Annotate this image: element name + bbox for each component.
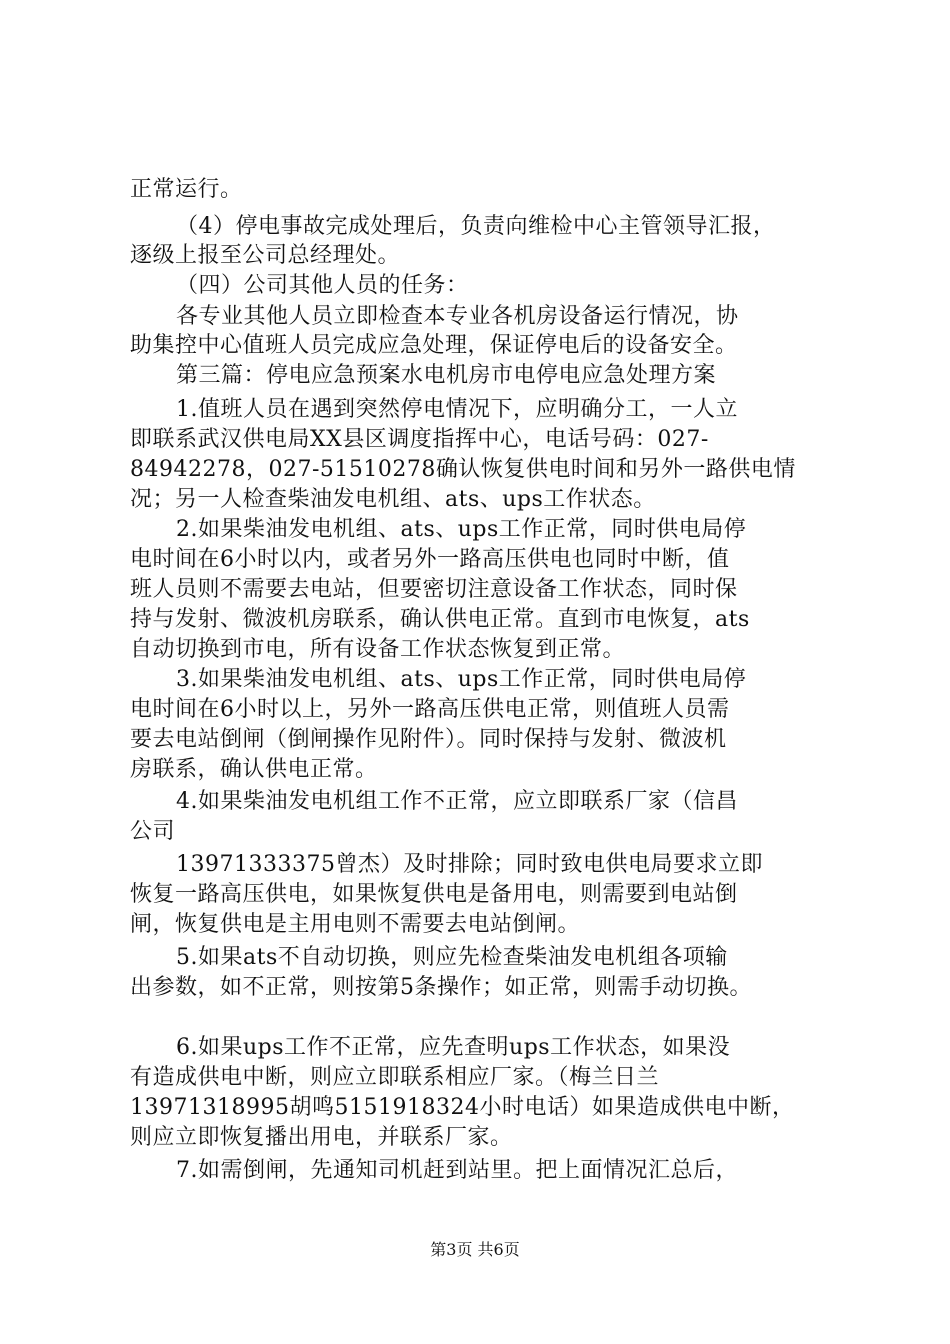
text-line: 电时间在6小时以内，或者另外一路高压供电也同时中断，值 [130, 547, 730, 572]
text-line: 要去电站倒闸（倒闸操作见附件）。同时保持与发射、微波机 [130, 727, 727, 752]
text-line: 1.值班人员在遇到突然停电情况下，应明确分工，一人立 [176, 397, 738, 422]
text-line: 助集控中心值班人员完成应急处理，保证停电后的设备安全。 [130, 333, 738, 358]
text-line: （4）停电事故完成处理后，负责向维检中心主管领导汇报， [176, 214, 776, 239]
text-line: 恢复一路高压供电，如果恢复供电是备用电，则需要到电站倒 [130, 882, 738, 907]
text-line: 房联系，确认供电正常。 [130, 757, 378, 782]
text-line: 13971318995胡鸣5151918324小时电话）如果造成供电中断， [130, 1095, 795, 1120]
text-line: 有造成供电中断，则应立即联系相应厂家。（梅兰日兰 [130, 1065, 660, 1090]
text-line: 2.如果柴油发电机组、ats、ups工作正常，同时供电局停 [176, 517, 747, 542]
text-line: 况；另一人检查柴油发电机组、ats、ups工作状态。 [130, 487, 656, 512]
text-line: 逐级上报至公司总经理处。 [130, 243, 401, 268]
text-line: 持与发射、微波机房联系，确认供电正常。直到市电恢复，ats [130, 607, 750, 632]
text-line: 6.如果ups工作不正常，应先查明ups工作状态，如果没 [176, 1035, 731, 1060]
text-line: 84942278，027-51510278确认恢复供电时间和另外一路供电情 [130, 457, 796, 482]
text-line: 3.如果柴油发电机组、ats、ups工作正常，同时供电局停 [176, 667, 747, 692]
text-line: 7.如需倒闸，先通知司机赶到站里。把上面情况汇总后， [176, 1158, 738, 1183]
text-line: 自动切换到市电，所有设备工作状态恢复到正常。 [130, 637, 626, 662]
page-number-footer: 第3页 共6页 [430, 1240, 520, 1259]
text-line: 公司 [130, 819, 176, 844]
text-line: 则应立即恢复播出用电，并联系厂家。 [130, 1125, 513, 1150]
text-line: 班人员则不需要去电站，但要密切注意设备工作状态，同时保 [130, 577, 738, 602]
chapter-heading: 第三篇：停电应急预案水电机房市电停电应急处理方案 [176, 363, 717, 388]
text-line: 闸，恢复供电是主用电则不需要去电站倒闸。 [130, 912, 581, 937]
text-line: 正常运行。 [130, 177, 243, 202]
text-line: 电时间在6小时以上，另外一路高压供电正常，则值班人员需 [130, 697, 730, 722]
text-line: 即联系武汉供电局XX县区调度指挥中心，电话号码：027- [130, 427, 709, 452]
section-heading: （四）公司其他人员的任务： [176, 273, 469, 298]
text-line: 5.如果ats不自动切换，则应先检查柴油发电机组各项输 [176, 945, 728, 970]
text-line: 各专业其他人员立即检查本专业各机房设备运行情况，协 [176, 304, 739, 329]
text-line: 4.如果柴油发电机组工作不正常，应立即联系厂家（信昌 [176, 789, 738, 814]
text-line: 13971333375曾杰）及时排除；同时致电供电局要求立即 [176, 852, 763, 877]
text-line: 出参数，如不正常，则按第5条操作；如正常，则需手动切换。 [130, 975, 752, 1000]
